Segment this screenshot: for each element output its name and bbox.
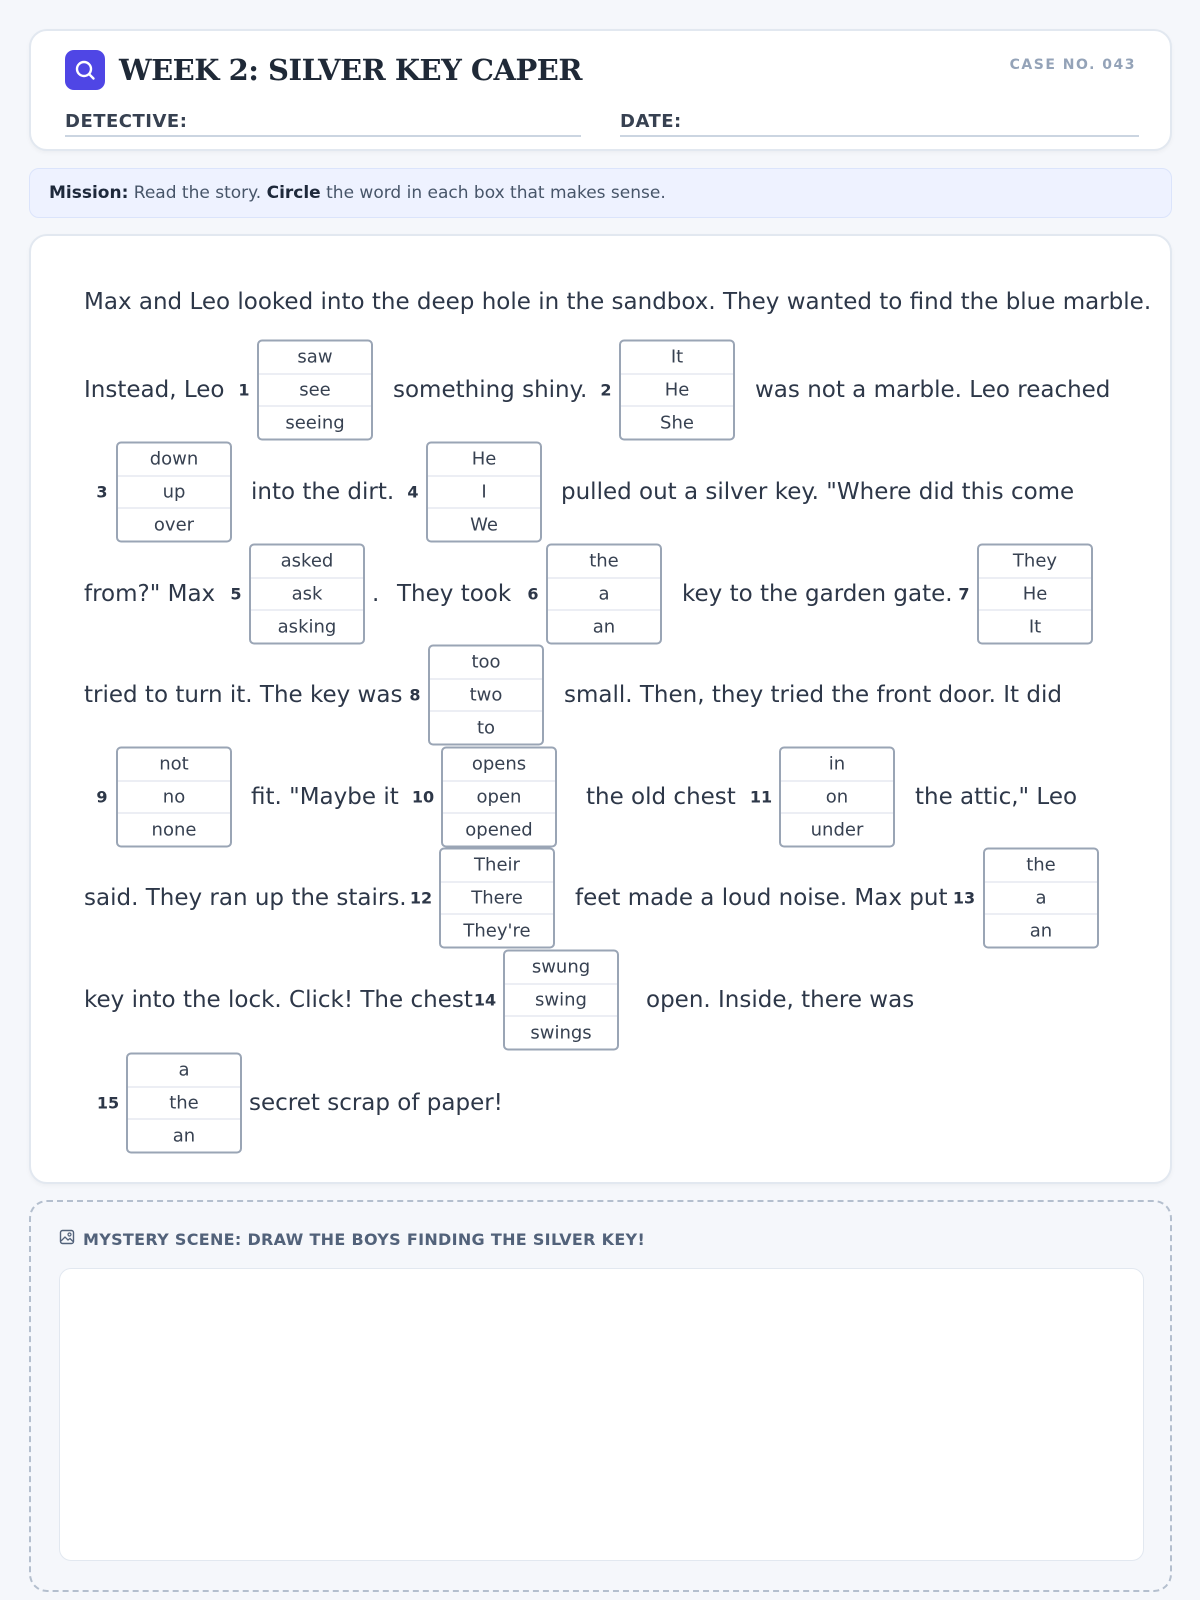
picture-icon xyxy=(59,1229,75,1250)
word-option[interactable]: She xyxy=(660,412,694,434)
detective-label: DETECTIVE: xyxy=(65,111,188,132)
word-option[interactable]: none xyxy=(151,819,197,841)
story-text-segment: something shiny. xyxy=(393,377,588,403)
page-title: WEEK 2: SILVER KEY CAPER xyxy=(119,53,583,87)
word-option[interactable]: no xyxy=(118,781,230,814)
story-text-segment: They took xyxy=(397,581,512,607)
story-text-segment: small. Then, they tried the front door. It did xyxy=(564,682,1062,708)
word-option[interactable]: over xyxy=(153,514,195,536)
word-option[interactable]: asked xyxy=(251,546,363,579)
word-option[interactable]: seeing xyxy=(285,412,345,434)
story-text-segment: secret scrap of paper! xyxy=(249,1090,503,1116)
word-option[interactable]: asking xyxy=(277,616,337,638)
drawing-heading xyxy=(59,1229,645,1250)
blank-number: 3 xyxy=(96,482,108,502)
story-text-segment: tried to turn it. The key was xyxy=(84,682,403,708)
story-text-segment: from?" Max xyxy=(84,581,216,607)
word-option[interactable]: not xyxy=(118,749,230,782)
mission-label: Mission: xyxy=(49,183,129,203)
mission-text-1: Read the story. xyxy=(133,183,262,203)
word-option[interactable]: a xyxy=(128,1055,240,1088)
word-option[interactable]: saw xyxy=(259,342,371,375)
word-option[interactable]: It xyxy=(1028,616,1042,638)
word-option[interactable]: a xyxy=(985,882,1097,915)
mission-instructions xyxy=(29,168,1172,218)
word-option[interactable]: under xyxy=(810,819,864,841)
word-option[interactable]: the xyxy=(985,850,1097,883)
word-option[interactable]: to xyxy=(476,717,496,739)
word-option[interactable]: swing xyxy=(505,984,617,1017)
word-choice-box xyxy=(428,645,544,746)
word-option[interactable]: They're xyxy=(463,920,531,942)
word-option[interactable]: He xyxy=(979,578,1091,611)
blank-number: 7 xyxy=(958,584,970,604)
blank-number: 4 xyxy=(407,482,419,502)
word-option[interactable]: an xyxy=(592,616,616,638)
date-label: DATE: xyxy=(620,111,682,132)
word-option[interactable]: see xyxy=(259,374,371,407)
mission-text-2: the word in each box that makes sense. xyxy=(326,183,666,203)
blank-number: 13 xyxy=(952,888,976,908)
story-text-segment: key into the lock. Click! The chest xyxy=(84,987,473,1013)
drawing-area[interactable] xyxy=(59,1268,1144,1561)
word-option[interactable]: ask xyxy=(251,578,363,611)
detective-field[interactable] xyxy=(65,109,581,137)
word-choice-box xyxy=(983,848,1099,949)
word-option[interactable]: the xyxy=(128,1087,240,1120)
story-text-segment: feet made a loud noise. Max put xyxy=(575,885,948,911)
date-field[interactable] xyxy=(620,109,1139,137)
drawing-heading-text: MYSTERY SCENE: DRAW THE BOYS FINDING THE SILVER KEY! xyxy=(83,1229,646,1249)
blank-number: 9 xyxy=(96,787,108,807)
word-option[interactable]: on xyxy=(781,781,893,814)
word-option[interactable]: two xyxy=(430,679,542,712)
word-option[interactable]: opens xyxy=(443,749,555,782)
blank-number: 12 xyxy=(409,888,433,908)
word-choice-box xyxy=(426,442,542,543)
blank-number: 11 xyxy=(749,787,773,807)
word-option[interactable]: He xyxy=(428,444,540,477)
word-choice-box xyxy=(257,340,373,441)
blank-number: 8 xyxy=(409,685,421,705)
word-option[interactable]: an xyxy=(172,1125,196,1147)
word-choice-box xyxy=(779,747,895,848)
blank-number: 15 xyxy=(96,1093,120,1113)
story-text-segment: into the dirt. xyxy=(251,479,395,505)
word-option[interactable]: swings xyxy=(530,1022,592,1044)
story-text-segment: said. They ran up the stairs. xyxy=(84,885,407,911)
word-option[interactable]: opened xyxy=(465,819,533,841)
case-number: CASE NO. 043 xyxy=(1009,57,1136,73)
blank-number: 6 xyxy=(527,584,539,604)
story-text-segment: open. Inside, there was xyxy=(646,987,915,1013)
header-card xyxy=(29,29,1172,151)
story-text-segment: was not a marble. Leo reached xyxy=(755,377,1111,403)
story-text-segment: the attic," Leo xyxy=(915,784,1078,810)
word-option[interactable]: in xyxy=(781,749,893,782)
word-option[interactable]: down xyxy=(118,444,230,477)
story-text-segment: fit. "Maybe it xyxy=(251,784,399,810)
word-option[interactable]: open xyxy=(443,781,555,814)
word-option[interactable]: swung xyxy=(505,952,617,985)
blank-number: 5 xyxy=(230,584,242,604)
blank-number: 1 xyxy=(238,380,250,400)
story-text-segment: . xyxy=(372,581,380,607)
word-choice-box xyxy=(249,544,365,645)
word-option[interactable]: There xyxy=(441,882,553,915)
magnifier-icon xyxy=(65,50,105,90)
word-option[interactable]: an xyxy=(1029,920,1053,942)
word-option[interactable]: Their xyxy=(441,850,553,883)
story-text-segment: the old chest xyxy=(586,784,736,810)
word-choice-box xyxy=(126,1053,242,1154)
word-option[interactable]: I xyxy=(428,476,540,509)
word-choice-box xyxy=(546,544,662,645)
word-choice-box xyxy=(619,340,735,441)
word-option[interactable]: too xyxy=(430,647,542,680)
word-choice-box xyxy=(503,950,619,1051)
word-option[interactable]: a xyxy=(548,578,660,611)
mission-bold-word: Circle xyxy=(266,183,321,203)
word-choice-box xyxy=(441,747,557,848)
word-choice-box xyxy=(439,848,555,949)
word-option[interactable]: He xyxy=(621,374,733,407)
word-option[interactable]: It xyxy=(621,342,733,375)
story-text-segment: Max and Leo looked into the deep hole in the sandbox. They wanted to find the blue marble. xyxy=(84,289,1152,315)
word-choice-box xyxy=(116,747,232,848)
blank-number: 14 xyxy=(473,990,497,1010)
story-text-segment: pulled out a silver key. "Where did this come xyxy=(561,479,1075,505)
story-text-segment: key to the garden gate. xyxy=(682,581,953,607)
word-option[interactable]: We xyxy=(470,514,498,536)
word-option[interactable]: They xyxy=(979,546,1091,579)
story-text-segment: Instead, Leo xyxy=(84,377,225,403)
word-choice-box xyxy=(977,544,1093,645)
word-option[interactable]: up xyxy=(118,476,230,509)
blank-number: 2 xyxy=(600,380,612,400)
word-choice-box xyxy=(116,442,232,543)
blank-number: 10 xyxy=(411,787,435,807)
drawing-section xyxy=(29,1200,1172,1592)
word-option[interactable]: the xyxy=(548,546,660,579)
